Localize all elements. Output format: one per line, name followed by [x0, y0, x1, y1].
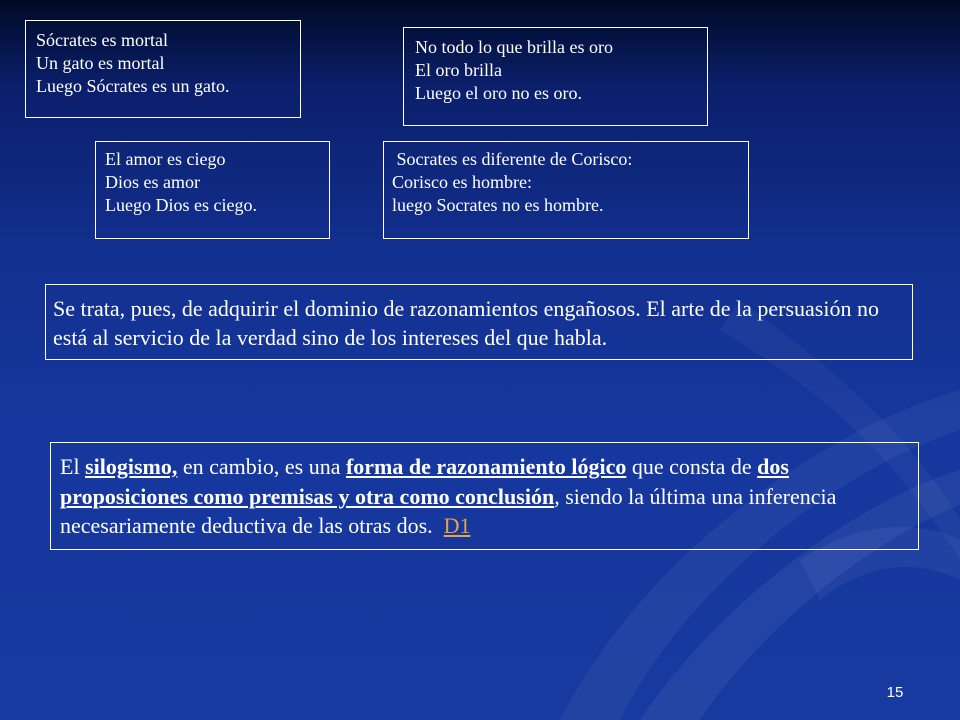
d1-link[interactable]: D1 — [443, 513, 471, 539]
conclusion-line: luego Socrates no es hombre. — [392, 195, 604, 216]
syllogism-text-4: , siendo la última una inferencia necesariamente deductiva de las otras dos. — [60, 483, 842, 539]
sophistry-explanation-box — [45, 284, 913, 360]
premise-line: Socrates es diferente de Corisco: — [392, 149, 633, 169]
premise-line: Sócrates es mortal — [36, 30, 168, 50]
fallacy-example-socrates-cat — [25, 20, 301, 118]
syllogism-text-2: en cambio, es una — [177, 454, 346, 479]
syllogism-definition-term: forma de razonamiento lógico — [345, 454, 627, 479]
fallacy-example-love-blind — [95, 141, 330, 239]
fallacy-example-corisco — [383, 141, 749, 239]
page-number: 15 — [886, 684, 904, 701]
fallacy-example-gold — [403, 27, 708, 126]
conclusion-line: Luego el oro no es oro. — [415, 83, 582, 104]
conclusion-line: Luego Dios es ciego. — [105, 195, 257, 216]
premise-line: El amor es ciego — [105, 149, 226, 169]
syllogism-text-1: El — [60, 454, 86, 479]
syllogism-definition-box — [50, 442, 919, 550]
syllogism-term: silogismo, — [85, 454, 178, 479]
premise-line: Corisco es hombre: — [392, 172, 532, 193]
premise-line: No todo lo que brilla es oro — [415, 37, 613, 57]
sophistry-text: Se trata, pues, de adquirir el dominio de razonamientos engañosos. El arte de la persuasión no está al servicio de la verdad sino de los intereses del que habla. — [53, 296, 879, 350]
premise-line: El oro brilla — [415, 60, 502, 81]
premise-line: Un gato es mortal — [36, 53, 165, 74]
premise-line: Dios es amor — [105, 172, 200, 193]
conclusion-line: Luego Sócrates es un gato. — [36, 76, 230, 97]
syllogism-text-3: que consta de — [626, 454, 758, 479]
syllogism-structure-term: dos proposiciones como premisas y otra como conclusión — [60, 454, 789, 509]
